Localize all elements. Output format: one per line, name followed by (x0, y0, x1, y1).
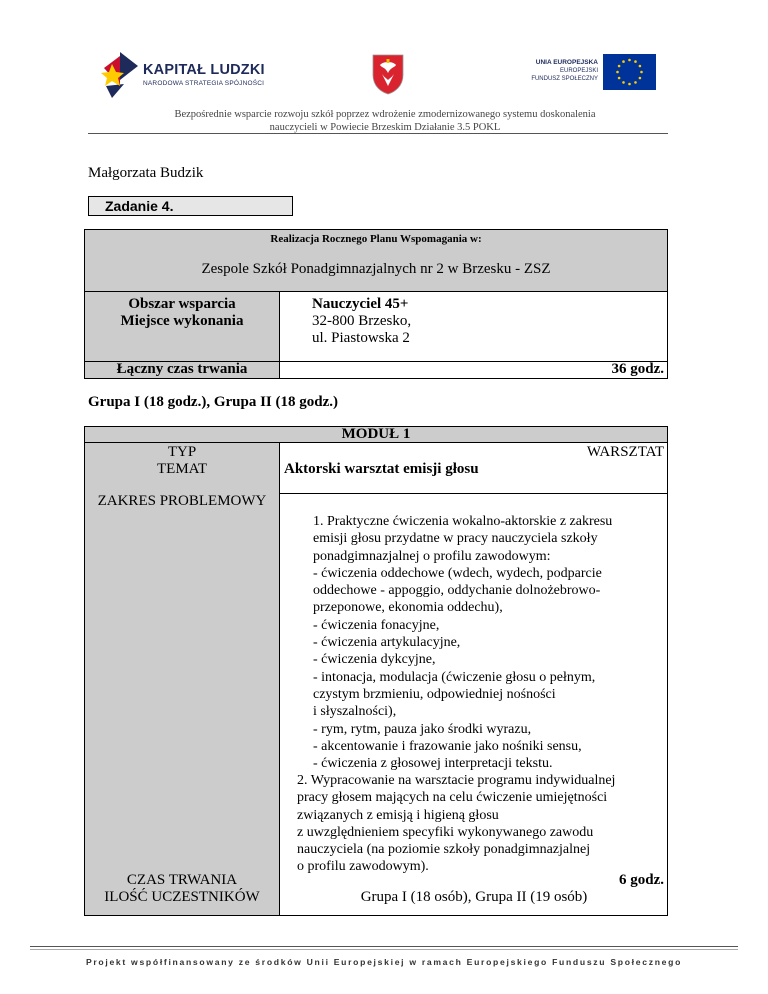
uczestnicy-label: ILOŚĆ UCZESTNIKÓW (104, 889, 260, 905)
zakres-line: 1. Praktyczne ćwiczenia wokalno-aktorskie z zakresu (313, 514, 613, 529)
logo-kapital-title: KAPITAŁ LUDZKI (143, 62, 265, 78)
coat-of-arms-icon (371, 53, 405, 95)
zakres-line: związanych z emisją i higieną głosu (297, 807, 499, 823)
zakres-line: - ćwiczenia fonacyjne, (313, 617, 440, 633)
zakres-line: o profilu zawodowym). (297, 859, 429, 875)
temat-label: TEMAT (157, 461, 207, 477)
footer-text: Projekt współfinansowany ze środków Unii Europejskiej w ramach Europejskiego Funduszu Społecznego (85, 957, 683, 967)
ue-line1: UNIA EUROPEJSKA (535, 59, 598, 66)
footer-divider (30, 946, 738, 947)
zakres-line: - rym, rytm, pauza jako środki wyrazu, (313, 721, 532, 737)
zakres-block-2 (297, 772, 665, 876)
typ-value: WARSZTAT (586, 444, 664, 460)
logo-kapital-subtitle: NARODOWA STRATEGIA SPÓJNOŚCI (143, 80, 265, 87)
zakres-line: przeponowe, ekonomia oddechu), (313, 600, 503, 616)
zakres-line: czystym brzmieniu, odpowiedniej nośności (313, 686, 556, 702)
uczestnicy-value: Grupa I (18 osób), Grupa II (19 osób) (360, 889, 588, 905)
groups-title: Grupa I (18 godz.), Grupa II (18 godz.) (88, 394, 339, 410)
czas-label: Łączny czas trwania (116, 361, 248, 377)
zakres-line: emisji głosu przydatne w pracy nauczyciela szkoły (313, 531, 598, 547)
zakres-line: - ćwiczenia z głosowej interpretacji tekstu. (313, 756, 553, 772)
zakres-line: oddechowe - appoggio, oddychanie dolnożebrowo- (313, 583, 601, 599)
zakres-line: 2. Wypracowanie na warsztacie programu indywidualnej (297, 773, 616, 788)
header-tagline (150, 108, 620, 134)
zakres-block-1 (313, 513, 665, 772)
zakres-line: i słyszalności), (313, 704, 397, 720)
task-label: Zadanie 4. (88, 196, 293, 216)
header-divider (88, 133, 668, 134)
zakres-line: ponadgimnazjalnej o profilu zawodowym: (313, 548, 551, 564)
zakres-line: nauczyciela (na poziomie szkoły ponadgimnazjalnej (297, 842, 591, 858)
author-name: Małgorzata Budzik (88, 165, 204, 181)
zakres-line: - ćwiczenia artykulacyjne, (313, 635, 461, 651)
czas-trwania-value: 6 godz. (619, 872, 664, 888)
plan-label: Realizacja Rocznego Planu Wspomagania w: (270, 233, 482, 245)
tagline-line1: Bezpośrednie wsparcie rozwoju szkół poprzez wdrożenie zmodernizowanego systemu doskonalenia (174, 109, 596, 120)
temat-value: Aktorski warsztat emisji głosu (284, 461, 479, 477)
obszar-label: Obszar wsparcia (128, 296, 236, 312)
tagline-line2: nauczycieli w Powiecie Brzeskim Działanie 3.5 POKL (269, 122, 501, 133)
zakres-line: pracy głosem mających na celu ćwiczenie umiejętności (297, 790, 608, 806)
address-line1: 32-800 Brzesko, (312, 313, 412, 329)
zakres-line: - akcentowanie i frazowanie jako nośniki sensu, (313, 738, 582, 754)
czas-value: 36 godz. (611, 361, 664, 377)
miejsce-label: Miejsce wykonania (120, 313, 244, 329)
obszar-value: Nauczyciel 45+ (312, 296, 409, 312)
module-title: MODUŁ 1 (341, 426, 411, 442)
address-line2: ul. Piastowska 2 (312, 330, 410, 346)
eu-flag-icon (603, 54, 656, 90)
plan-school: Zespole Szkół Ponadgimnazjalnych nr 2 w Brzesku - ZSZ (201, 261, 551, 277)
zakres-line: - intonacja, modulacja (ćwiczenie głosu o pełnym, (313, 669, 596, 685)
footer-divider-secondary (30, 949, 738, 950)
ue-line2: EUROPEJSKI (559, 68, 598, 74)
zakres-label: ZAKRES PROBLEMOWY (97, 493, 267, 509)
eu-logo-text (528, 59, 598, 83)
zakres-line: z uwzględnieniem specyfiki wykonywanego zawodu (297, 824, 594, 840)
typ-label: TYP (167, 444, 197, 460)
zakres-line: - ćwiczenia dykcyjne, (313, 652, 436, 668)
czas-trwania-label: CZAS TRWANIA (126, 872, 238, 888)
ue-line3: FUNDUSZ SPOŁECZNY (531, 76, 598, 82)
zakres-line: - ćwiczenia oddechowe (wdech, wydech, podparcie (313, 565, 602, 581)
module-label-column (84, 442, 280, 916)
